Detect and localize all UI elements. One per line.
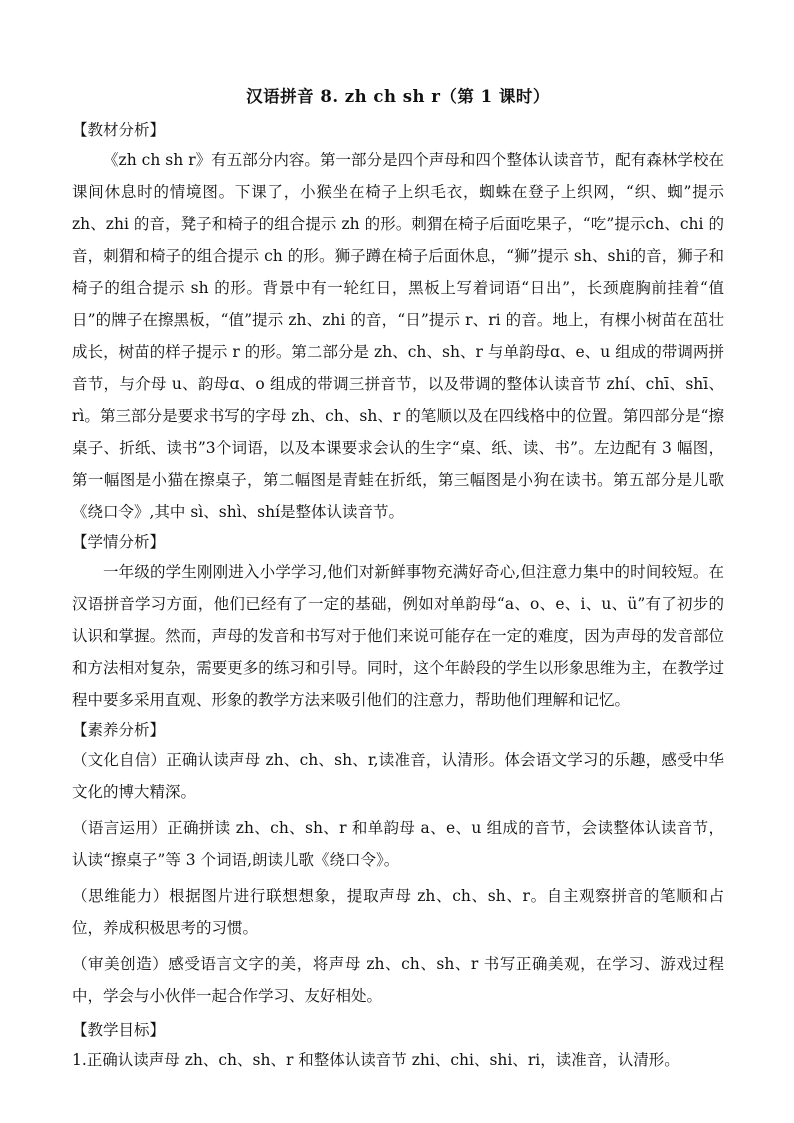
section-heading-material: 【教材分析】 bbox=[72, 121, 166, 139]
section-material bbox=[72, 116, 724, 528]
literacy-item: （文化自信）正确认读声母 zh、ch、sh、r,读准音，认清形。体会语文学习的乐趣，感受中华文化的博大精深。 bbox=[72, 751, 724, 801]
material-paragraph: 《zh ch sh r》有五部分内容。第一部分是四个声母和四个整体认读音节，配有森林学校在课间休息时的情境图。下课了，小猴坐在椅子上织毛衣，蜘蛛在登子上织网，“织、蜘”提示 zh、zhi 的音，凳子和椅子的组合提示 zh 的形。刺猬在椅子后面吃果子，“吃”提示ch、chi 的音，刺猬和椅子的组合提示 ch 的形。狮子蹲在椅子后面休息，“狮”提示 sh、shi的音，狮子和椅子的组合提示 sh 的形。背景中有一轮红日，黑板上写着词语“日出”，长颈鹿胸前挂着“值日”的牌子在擦黑板，“值”提示 zh、zhi 的音，“日”提示 r、ri 的音。地上，有棵小树苗在茁壮成长，树苗的样子提示 r 的形。第二部分是 zh、ch、sh、r 与单韵母ɑ、e、u 组成的带调两拼音节，与介母 u、韵母ɑ、o 组成的带调三拼音节，以及带调的整体认读音节 zhí、chī、shī、rì。第三部分是要求书写的字母 zh、ch、sh、r 的笔顺以及在四线格中的位置。第四部分是“擦桌子、折纸、读书”3个词语，以及本课要求会认的生字“桌、纸、读、书”。左边配有 3 幅图，第一幅图是小猫在擦桌子，第二幅图是青蛙在折纸，第三幅图是小狗在读书。第五部分是儿歌《绕口令》,其中 sì、shì、shí是整体认读音节。 bbox=[72, 151, 724, 521]
section-goals bbox=[72, 1016, 724, 1076]
literacy-item: （思维能力）根据图片进行联想想象，提取声母 zh、ch、sh、r。自主观察拼音的笔顺和占位，养成积极思考的习惯。 bbox=[72, 887, 724, 937]
literacy-item: （审美创造）感受语言文字的美，将声母 zh、ch、sh、r 书写正确美观，在学习、游戏过程中，学会与小伙伴一起合作学习、友好相处。 bbox=[72, 955, 724, 1005]
section-literacy bbox=[72, 716, 724, 1012]
section-heading-goals: 【教学目标】 bbox=[72, 1021, 166, 1039]
section-heading-learner: 【学情分析】 bbox=[72, 533, 166, 551]
page-title: 汉语拼音 8. zh ch sh r（第 1 课时） bbox=[246, 87, 550, 106]
section-heading-literacy: 【素养分析】 bbox=[72, 721, 166, 739]
section-learner bbox=[72, 528, 724, 716]
literacy-item: （语言运用）正确拼读 zh、ch、sh、r 和单韵母 a、e、u 组成的音节，会读整体认读音节，认读“擦桌子”等 3 个词语,朗读儿歌《绕口令》。 bbox=[72, 819, 724, 869]
document-page bbox=[72, 84, 724, 1080]
learner-paragraph: 一年级的学生刚刚进入小学学习,他们对新鲜事物充满好奇心,但注意力集中的时间较短。在汉语拼音学习方面，他们已经有了一定的基础，例如对单韵母“a、o、e、i、u、ü”有了初步的认识和掌握。然而，声母的发音和书写对于他们来说可能存在一定的难度，因为声母的发音部位和方法相对复杂，需要更多的练习和引导。同时，这个年龄段的学生以形象思维为主，在教学过程中要多采用直观、形象的教学方法来吸引他们的注意力，帮助他们理解和记忆。 bbox=[72, 563, 724, 709]
goal-item: 1.正确认读声母 zh、ch、sh、r 和整体认读音节 zhi、chi、shi、ri，读准音，认清形。 bbox=[72, 1051, 680, 1069]
